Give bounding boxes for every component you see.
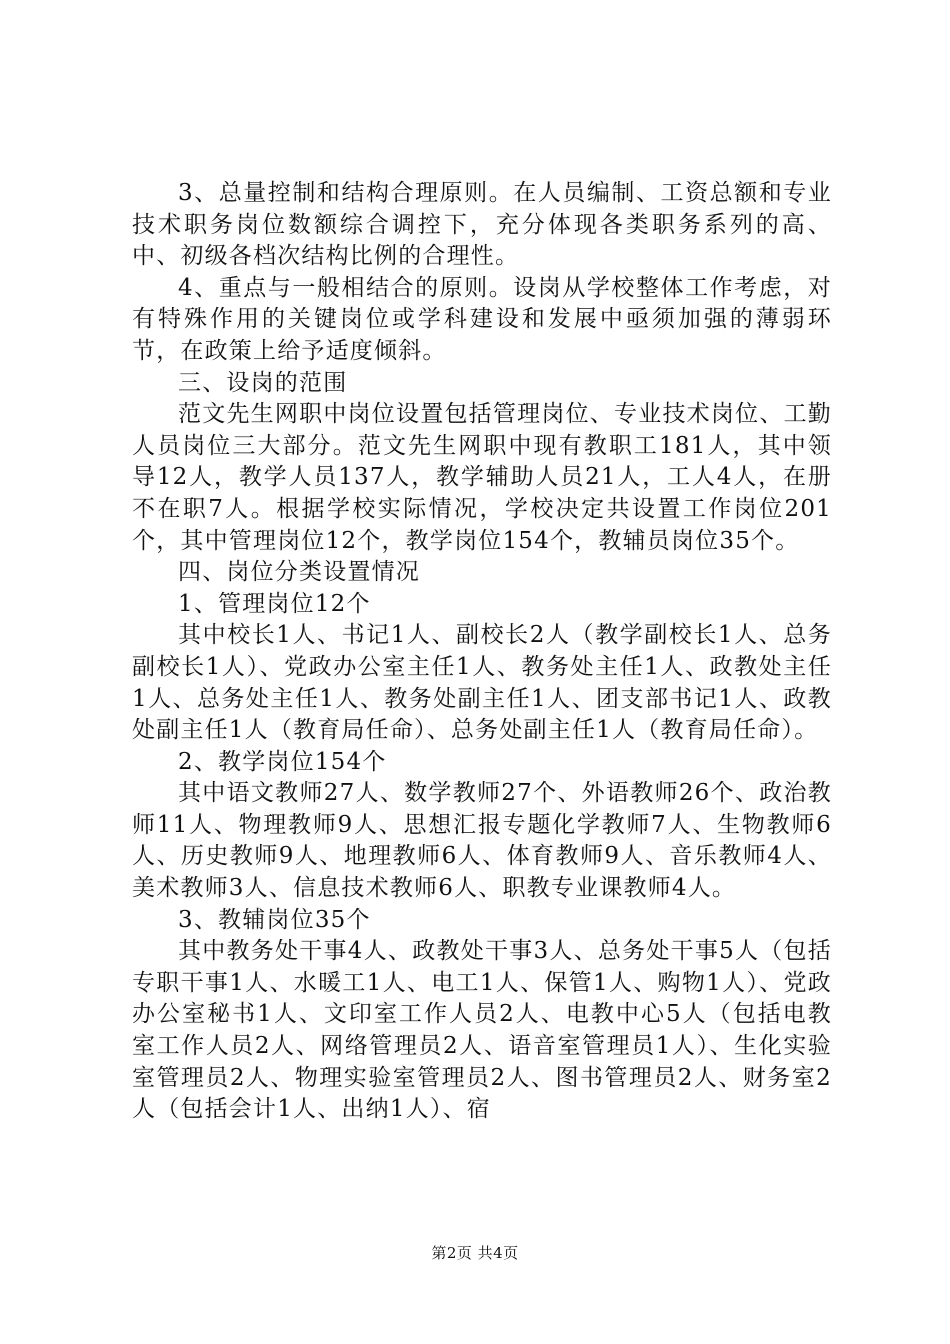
paragraph-support-posts: 其中教务处干事4人、政教处干事3人、总务处干事5人（包括专职干事1人、水暖工1人、电工1人、保管1人、购物1人）、党政办公室秘书1人、文印室工作人员2人、电教中心5人（包括电教室工作人员2人、网络管理员2人、语音室管理员1人）、生化实验室管理员2人、物理实验室管理员2人、图书管理员2人、财务室2人（包括会计1人、出纳1人）、宿 bbox=[132, 938, 832, 1123]
subheading-teaching-posts: 2、教学岗位154个 bbox=[178, 748, 387, 775]
paragraph-scope: 范文先生网职中岗位设置包括管理岗位、专业技术岗位、工勤人员岗位三大部分。范文先生网职中现有教职工181人，其中领导12人，教学人员137人，教学辅助人员21人，工人4人，在册不在职7人。根据学校实际情况，学校决定共设置工作岗位201个，其中管理岗位12个，教学岗位154个，教辅员岗位35个。 bbox=[132, 401, 832, 554]
paragraph-teaching-posts: 其中语文教师27人、数学教师27个、外语教师26个、政治教师11人、物理教师9人、思想汇报专题化学教师7人、生物教师6人、历史教师9人、地理教师6人、体育教师9人、音乐教师4人、美术教师3人、信息技术教师6人、职教专业课教师4人。 bbox=[132, 780, 832, 902]
document-body bbox=[132, 178, 832, 1126]
paragraph-management-posts: 其中校长1人、书记1人、副校长2人（教学副校长1人、总务副校长1人）、党政办公室主任1人、教务处主任1人、政教处主任1人、总务处主任1人、教务处副主任1人、团支部书记1人、政教处副主任1人（教育局任命）、总务处副主任1人（教育局任命）。 bbox=[132, 622, 832, 744]
page-number-footer: 第2页 共4页 bbox=[431, 1244, 519, 1262]
section-heading-classification: 四、岗位分类设置情况 bbox=[178, 559, 420, 586]
paragraph-principle-3: 3、总量控制和结构合理原则。在人员编制、工资总额和专业技术职务岗位数额综合调控下，充分体现各类职务系列的高、中、初级各档次结构比例的合理性。 bbox=[132, 180, 832, 270]
subheading-management-posts: 1、管理岗位12个 bbox=[178, 590, 371, 617]
paragraph-principle-4: 4、重点与一般相结合的原则。设岗从学校整体工作考虑，对有特殊作用的关键岗位或学科建设和发展中亟须加强的薄弱环节，在政策上给予适度倾斜。 bbox=[132, 274, 832, 364]
section-heading-scope: 三、设岗的范围 bbox=[178, 369, 348, 396]
subheading-support-posts: 3、教辅岗位35个 bbox=[178, 906, 371, 933]
